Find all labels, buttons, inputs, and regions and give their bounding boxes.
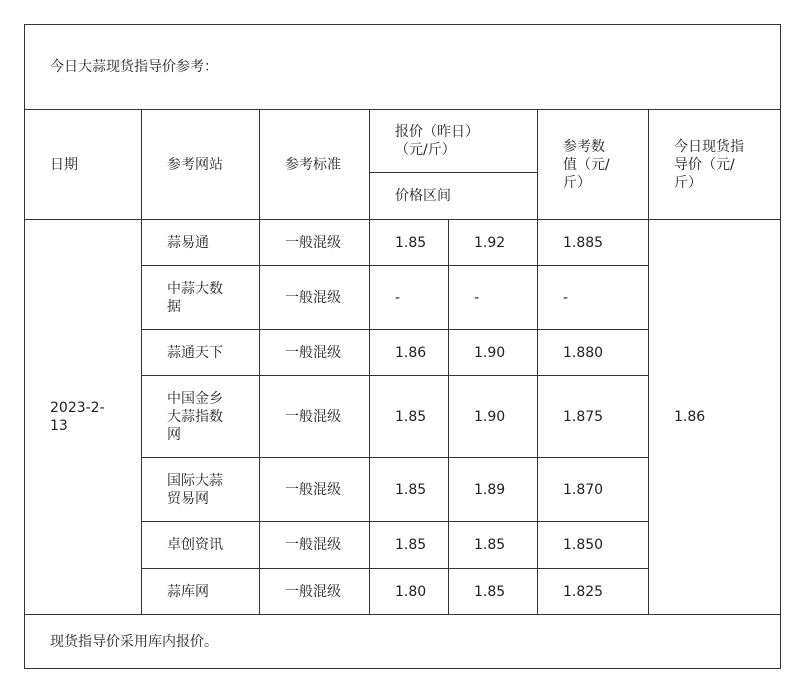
standard-cell: 一般混级 bbox=[260, 522, 370, 569]
reference-value-cell: - bbox=[538, 266, 649, 330]
site-cell: 中国金乡大蒜指数网 bbox=[142, 376, 260, 458]
price-low-cell: 1.85 bbox=[370, 220, 449, 266]
price-high-cell: 1.90 bbox=[449, 376, 538, 458]
price-high-cell: 1.85 bbox=[449, 569, 538, 615]
standard-cell: 一般混级 bbox=[260, 376, 370, 458]
header-site: 参考网站 bbox=[142, 110, 260, 220]
price-high-cell: 1.90 bbox=[449, 330, 538, 376]
site-cell: 国际大蒜贸易网 bbox=[142, 458, 260, 522]
price-low-cell: 1.85 bbox=[370, 458, 449, 522]
price-low-cell: 1.85 bbox=[370, 522, 449, 569]
price-high-cell: 1.92 bbox=[449, 220, 538, 266]
header-price-range: 价格区间 bbox=[370, 173, 538, 220]
price-table bbox=[24, 24, 781, 669]
reference-value-cell: 1.880 bbox=[538, 330, 649, 376]
table-note: 现货指导价采用库内报价。 bbox=[25, 615, 781, 669]
standard-cell: 一般混级 bbox=[260, 569, 370, 615]
standard-cell: 一般混级 bbox=[260, 266, 370, 330]
standard-cell: 一般混级 bbox=[260, 220, 370, 266]
date-cell: 2023-2-13 bbox=[25, 220, 142, 615]
site-cell: 蒜易通 bbox=[142, 220, 260, 266]
reference-value-cell: 1.875 bbox=[538, 376, 649, 458]
price-high-cell: - bbox=[449, 266, 538, 330]
header-reference-value: 参考数值（元/斤） bbox=[538, 110, 649, 220]
reference-value-cell: 1.870 bbox=[538, 458, 649, 522]
price-low-cell: - bbox=[370, 266, 449, 330]
site-cell: 中蒜大数据 bbox=[142, 266, 260, 330]
price-low-cell: 1.86 bbox=[370, 330, 449, 376]
price-low-cell: 1.85 bbox=[370, 376, 449, 458]
price-low-cell: 1.80 bbox=[370, 569, 449, 615]
price-high-cell: 1.85 bbox=[449, 522, 538, 569]
reference-value-cell: 1.850 bbox=[538, 522, 649, 569]
reference-value-cell: 1.825 bbox=[538, 569, 649, 615]
price-high-cell: 1.89 bbox=[449, 458, 538, 522]
site-cell: 蒜通天下 bbox=[142, 330, 260, 376]
site-cell: 蒜库网 bbox=[142, 569, 260, 615]
header-today-price: 今日现货指导价（元/斤） bbox=[649, 110, 781, 220]
standard-cell: 一般混级 bbox=[260, 458, 370, 522]
site-cell: 卓创资讯 bbox=[142, 522, 260, 569]
header-price-yesterday: 报价（昨日）（元/斤） bbox=[370, 110, 538, 173]
reference-value-cell: 1.885 bbox=[538, 220, 649, 266]
header-standard: 参考标准 bbox=[260, 110, 370, 220]
header-date: 日期 bbox=[25, 110, 142, 220]
standard-cell: 一般混级 bbox=[260, 330, 370, 376]
table-title: 今日大蒜现货指导价参考： bbox=[25, 25, 781, 110]
today-price-cell: 1.86 bbox=[649, 220, 781, 615]
